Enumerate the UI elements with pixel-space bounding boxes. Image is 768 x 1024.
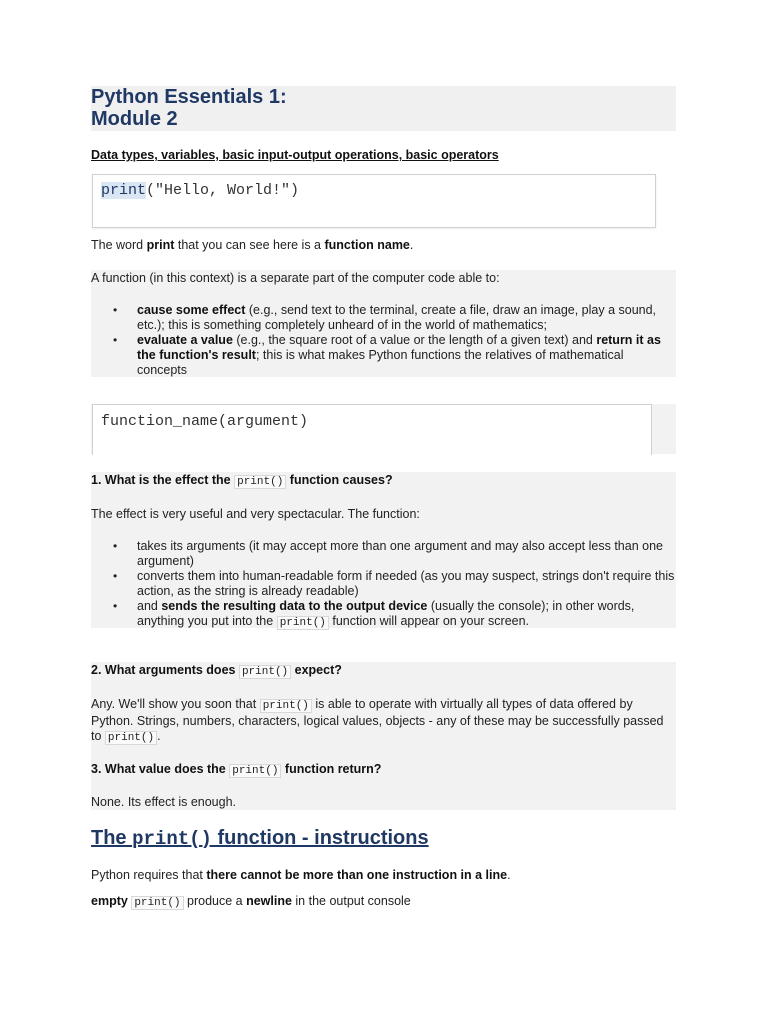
heading-text: The	[91, 827, 133, 849]
inline-code: print()	[131, 896, 183, 910]
bold-text: newline	[246, 894, 292, 908]
list-item	[91, 303, 676, 333]
code-args: ("Hello, World!")	[146, 182, 300, 199]
bold-text: function causes?	[286, 473, 393, 487]
list-item	[91, 599, 676, 631]
code-block-function-name	[92, 404, 652, 455]
text: .	[409, 238, 414, 252]
text: Any. We'll show you soon that	[91, 697, 260, 711]
answer-3: None. Its effect is enough.	[91, 795, 237, 809]
bold-text: function name	[324, 238, 410, 252]
bold-text: there cannot be more than one instruction in a line	[206, 868, 508, 882]
paragraph-one-instruction	[91, 868, 511, 883]
bold-text: print	[146, 238, 175, 252]
text: that you can see here is a	[174, 238, 325, 252]
bold-text: sends the resulting data to the output device	[161, 599, 428, 613]
code-text: function_name(argument)	[101, 413, 309, 430]
text: (e.g., send text to the terminal, create a file, draw an image, play a sound, etc.); this is something completely unheard of in the world of mathematics;	[137, 303, 657, 332]
list-item: • converts them into human-readable form if needed (as you may suspect, strings don't require this action, as the string is already readable)	[91, 569, 676, 599]
question-1	[91, 473, 393, 490]
answer-1: The effect is very useful and very spectacular. The function:	[91, 507, 420, 521]
section-heading-print-instructions	[91, 827, 429, 850]
bold-text: evaluate a value	[137, 333, 233, 347]
list-item	[91, 333, 676, 378]
text: (usually the console); in other words, anything you put into the	[137, 599, 635, 628]
question-3	[91, 762, 381, 779]
page-subtitle: Data types, variables, basic input-output operations, basic operators	[91, 148, 499, 162]
text: ; this is what makes Python functions the relatives of mathematical concepts	[137, 348, 624, 377]
paragraph-word-print	[91, 238, 413, 253]
inline-code: print()	[234, 475, 286, 489]
bold-text: cause some effect	[137, 303, 246, 317]
text: is able to operate with virtually all types of data offered by Python. Strings, numbers, characters, logical values, objects - any of these may be successfully passed to	[91, 697, 664, 743]
inline-code: print()	[229, 764, 281, 778]
inline-code: print()	[105, 731, 157, 745]
page-title	[91, 86, 676, 131]
text: and	[137, 599, 162, 613]
bold-text: 3. What value does the	[91, 762, 230, 776]
title-line-2: Module 2	[91, 108, 178, 130]
inline-code: print()	[239, 665, 291, 679]
code-block-hello	[92, 174, 656, 228]
question-2	[91, 663, 342, 680]
bold-text: function return?	[281, 762, 382, 776]
text: The word	[91, 238, 147, 252]
text: .	[157, 729, 161, 743]
bold-text: return it as the function's result	[137, 333, 661, 362]
print-effects-list	[91, 539, 676, 631]
text: (e.g., the square root of a value or the length of a given text) and	[232, 333, 597, 347]
text: function will appear on your screen.	[328, 614, 530, 628]
heading-code: print()	[132, 828, 212, 850]
inline-code: print()	[260, 699, 312, 713]
function-abilities-list	[91, 303, 676, 378]
print-effect-band	[91, 472, 676, 628]
print-args-band	[91, 662, 676, 810]
paragraph-function-def: A function (in this context) is a separate part of the computer code able to:	[91, 271, 500, 285]
bold-text: empty	[91, 894, 128, 908]
bold-text: expect?	[291, 663, 342, 677]
answer-2	[91, 697, 676, 746]
paragraph-empty-print	[91, 894, 411, 911]
list-item: • takes its arguments (it may accept more than one argument and may also accept less than one argument)	[91, 539, 676, 569]
text: .	[507, 868, 511, 882]
heading-text: function - instructions	[211, 827, 429, 849]
bold-text: 2. What arguments does	[91, 663, 239, 677]
text: produce a	[183, 894, 247, 908]
text: Python requires that	[91, 868, 207, 882]
function-definition-band	[91, 270, 676, 377]
inline-code: print()	[277, 616, 329, 630]
title-line-1: Python Essentials 1:	[91, 86, 287, 108]
bold-text: 1. What is the effect the	[91, 473, 235, 487]
code-func-name: print	[101, 182, 147, 199]
text: in the output console	[291, 894, 411, 908]
